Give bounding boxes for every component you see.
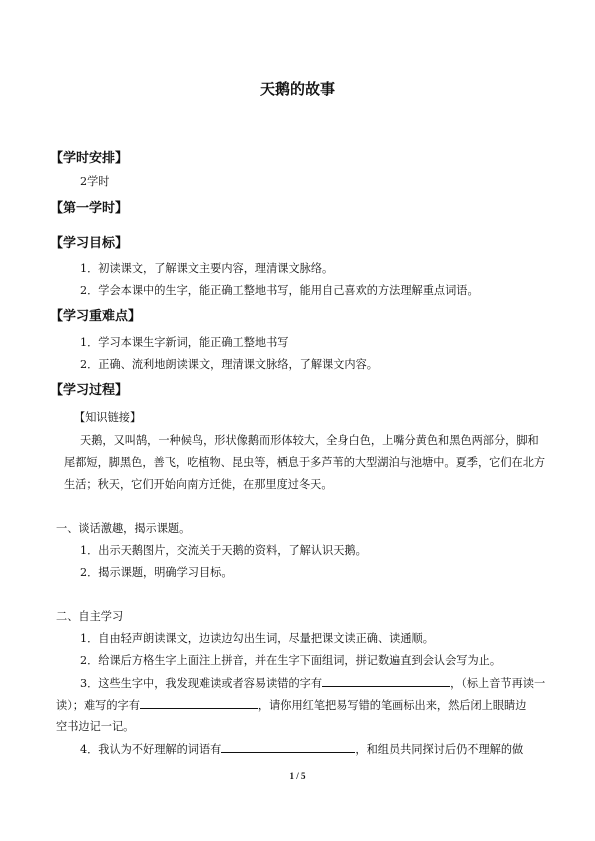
part-two-heading: 二、自主学习 xyxy=(56,610,124,623)
knowledge-paragraph: 天鹅，又叫鹄，一种候鸟，形状像鹅而形体较大，全身白色，上嘴分黄色和黑色两部分，脚和尾都短，脚黑色，善飞，吃植物、昆虫等，栖息于多芦苇的大型湖泊与池塘中。夏季，它们在北方生活；秋天，它们开始向南方迁徙，在那里度过冬天。 xyxy=(64,434,546,491)
knowledge-link-label: 【知识链接】 xyxy=(74,411,142,424)
part-one-item: 2．揭示课题，明确学习目标。 xyxy=(80,566,233,579)
item3-text-a: 3．这些生字中，我发现难读或者容易读错的字有 xyxy=(80,677,323,690)
schedule-value: 2学时 xyxy=(80,175,110,188)
objective-item: 1．初读课文，了解课文主要内容，理清课文脉络。 xyxy=(80,262,334,275)
first-lesson-heading: 【第一学时】 xyxy=(50,201,129,216)
difficulties-heading: 【学习重难点】 xyxy=(50,309,142,324)
item3-text-c: 读）；难写的字有 xyxy=(56,699,140,712)
difficulty-item: 2．正确、流利地朗读课文，理清课文脉络，了解课文内容。 xyxy=(80,358,378,371)
process-heading: 【学习过程】 xyxy=(50,383,129,398)
part-two-item-3-line-3: 空书边记一记。 xyxy=(56,720,135,733)
item4-text-a: 4．我认为不好理解的词语有 xyxy=(80,743,222,756)
item4-text-b: ，和组员共同探讨后仍不理解的做 xyxy=(355,743,524,756)
part-one-item: 1．出示天鹅图片，交流关于天鹅的资料，了解认识天鹅。 xyxy=(80,544,367,557)
part-one-heading: 一、谈话激趣，揭示课题。 xyxy=(56,522,191,535)
blank-hard-to-write[interactable] xyxy=(140,697,258,709)
part-two-item-1: 1．自由轻声朗读课文，边读边勾出生词，尽量把课文读正确、读通顺。 xyxy=(80,632,434,645)
blank-hard-to-read[interactable] xyxy=(322,675,450,687)
objective-item: 2．学会本课中的生字，能正确工整地书写，能用自己喜欢的方法理解重点词语。 xyxy=(80,284,479,297)
part-two-item-4 xyxy=(80,741,523,757)
page-number: 1 / 5 xyxy=(289,771,306,781)
difficulty-item: 1．学习本课生字新词，能正确工整地书写 xyxy=(80,336,289,349)
schedule-heading: 【学时安排】 xyxy=(50,151,129,166)
item3-text-d: ，请你用红笔把易写错的笔画标出来，然后闭上眼睛边 xyxy=(257,699,527,712)
objectives-heading: 【学习目标】 xyxy=(50,236,129,251)
blank-difficult-words[interactable] xyxy=(221,741,355,753)
part-two-item-2: 2．给课后方格生字上面注上拼音，并在生字下面组词，拼记数遍直到会认会写为止。 xyxy=(80,654,502,667)
part-two-item-3-line-1 xyxy=(80,675,545,691)
item3-text-b: ，（标上音节再读一 xyxy=(450,677,546,690)
document-title: 天鹅的故事 xyxy=(259,80,335,98)
part-two-item-3-line-2 xyxy=(56,697,526,713)
